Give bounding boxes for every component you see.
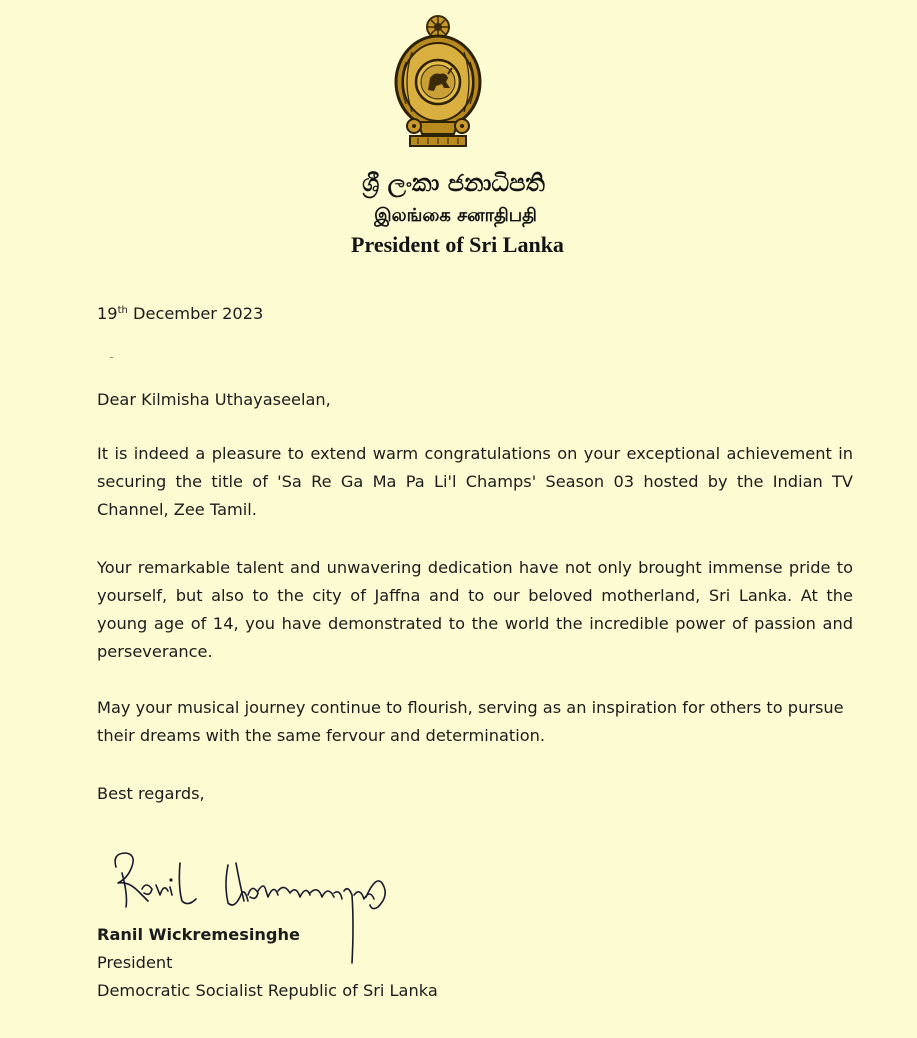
national-emblem-icon — [388, 12, 488, 150]
date-suffix: th — [117, 305, 128, 316]
paragraph-wishes — [97, 694, 853, 750]
paragraph: Your remarkable talent and unwavering dedication have not only brought immense pride to yourself, but also to the city of Jaffna and to our beloved motherland, Sri Lanka. At the young age of 14, you have demonstrated to the world the incredible power of passion and perseverance. — [97, 558, 853, 661]
stray-mark — [110, 357, 113, 358]
closing: Best regards, — [97, 784, 205, 803]
salutation: Dear Kilmisha Uthayaseelan, — [97, 390, 331, 409]
date-day: 19 — [97, 304, 118, 323]
paragraph: It is indeed a pleasure to extend warm congratulations on your exceptional achievement in securing the title of 'Sa Re Ga Ma Pa Li'l Champs' Season 03 hosted by the Indian TV Channel, Zee Tamil. — [97, 444, 853, 519]
paragraph-congratulations — [97, 440, 853, 524]
signatory-organization: Democratic Socialist Republic of Sri Lanka — [97, 981, 438, 1000]
letterhead-title-tamil: இலங்கை சனாதிபதி — [374, 205, 537, 226]
paragraph-talent — [97, 554, 853, 666]
letter-date — [97, 300, 853, 328]
paragraph: May your musical journey continue to flourish, serving as an inspiration for others to pursue their dreams with the same fervour and determination. — [97, 698, 844, 745]
letterhead-title-english: President of Sri Lanka — [351, 232, 564, 257]
signatory-name: Ranil Wickremesinghe — [97, 925, 301, 944]
signatory-title: President — [97, 953, 173, 972]
letterhead-title-sinhala: ශ්‍රී ලංකා ජනාධිපති — [362, 168, 545, 197]
date-month-year: December 2023 — [127, 304, 264, 323]
